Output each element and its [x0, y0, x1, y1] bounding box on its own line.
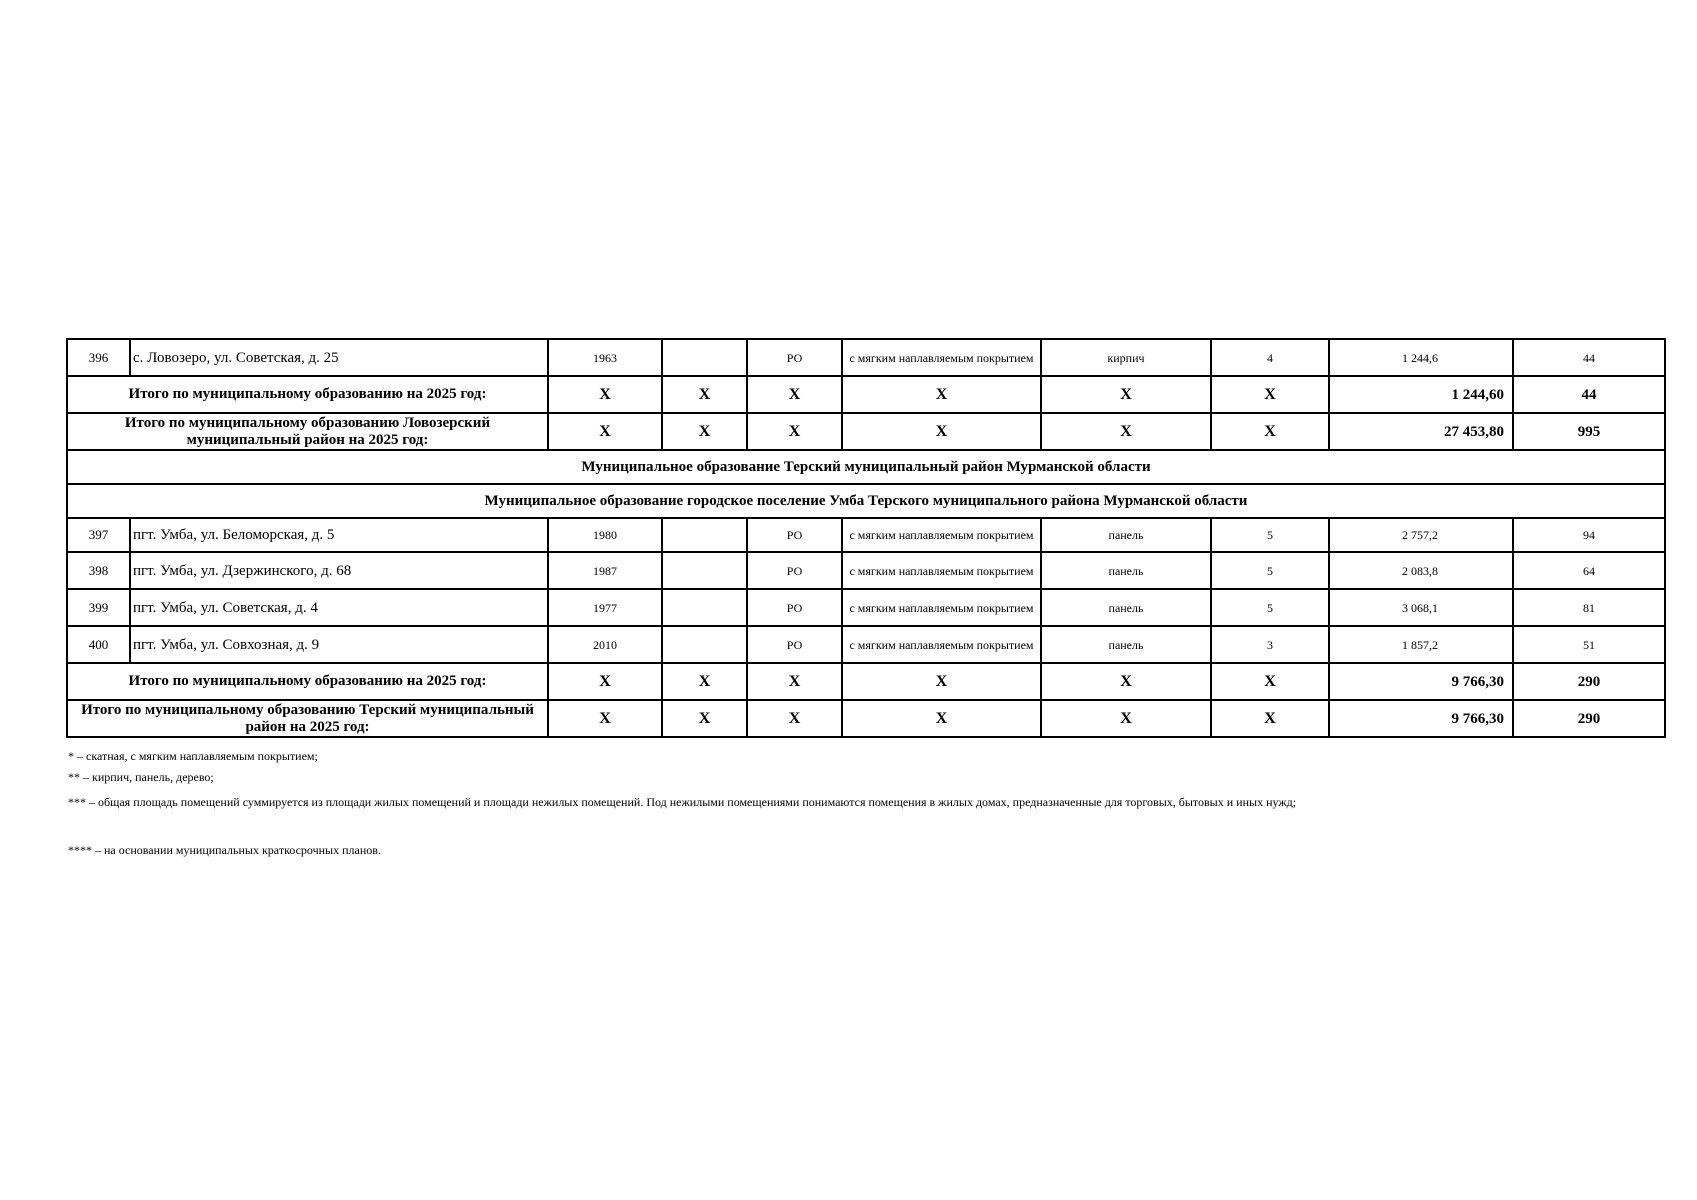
row-year: 1963	[548, 339, 662, 376]
row-address: пгт. Умба, ул. Беломорская, д. 5	[130, 518, 548, 552]
row-material: кирпич	[1041, 339, 1211, 376]
row-area: 2 757,2	[1329, 518, 1513, 552]
total-label: Итого по муниципальному образованию Ловозерский муниципальный район на 2025 год:	[67, 413, 548, 450]
row-repair-type: РО	[747, 626, 842, 663]
section-heading: Муниципальное образование городское поселение Умба Терского муниципального района Мурманской области	[67, 484, 1665, 518]
row-number: 397	[67, 518, 130, 552]
x-mark: X	[1041, 413, 1211, 450]
row-material: панель	[1041, 626, 1211, 663]
row-repair-type: РО	[747, 339, 842, 376]
row-roof: с мягким наплавляемым покрытием	[842, 626, 1041, 663]
row-number: 400	[67, 626, 130, 663]
x-mark: X	[662, 413, 747, 450]
total-residents: 290	[1513, 700, 1665, 737]
section-row	[67, 450, 1665, 484]
row-floors: 3	[1211, 626, 1329, 663]
row-residents: 81	[1513, 589, 1665, 626]
total-area: 9 766,30	[1329, 700, 1513, 737]
footnote: * – скатная, с мягким наплавляемым покрытием;	[68, 749, 318, 763]
row-area: 1 244,6	[1329, 339, 1513, 376]
total-area: 27 453,80	[1329, 413, 1513, 450]
row-material: панель	[1041, 518, 1211, 552]
row-floors: 4	[1211, 339, 1329, 376]
row-number: 396	[67, 339, 130, 376]
x-mark: X	[1211, 413, 1329, 450]
row-empty-cell	[662, 626, 747, 663]
row-year: 2010	[548, 626, 662, 663]
row-empty-cell	[662, 552, 747, 589]
row-material: панель	[1041, 552, 1211, 589]
row-address: пгт. Умба, ул. Совхозная, д. 9	[130, 626, 548, 663]
footnote: ** – кирпич, панель, дерево;	[68, 770, 214, 784]
row-roof: с мягким наплавляемым покрытием	[842, 589, 1041, 626]
row-number: 399	[67, 589, 130, 626]
row-repair-type: РО	[747, 589, 842, 626]
row-floors: 5	[1211, 518, 1329, 552]
x-mark: X	[662, 376, 747, 413]
total-label: Итого по муниципальному образованию Терский муниципальный район на 2025 год:	[67, 700, 548, 737]
row-roof: с мягким наплавляемым покрытием	[842, 518, 1041, 552]
footnote: *** – общая площадь помещений суммируется из площади жилых помещений и площади нежилых помещений. Под нежилыми помещениями понимаются помещения в жилых домах, предназначенные для торговых, бытовых и иных нужд;	[68, 795, 1297, 809]
row-year: 1987	[548, 552, 662, 589]
x-mark: X	[548, 663, 662, 700]
houses-table	[66, 338, 1666, 738]
x-mark: X	[1041, 663, 1211, 700]
total-row	[67, 663, 1665, 700]
footnote: **** – на основании муниципальных краткосрочных планов.	[68, 843, 381, 857]
row-repair-type: РО	[747, 552, 842, 589]
x-mark: X	[842, 376, 1041, 413]
row-area: 1 857,2	[1329, 626, 1513, 663]
row-residents: 94	[1513, 518, 1665, 552]
x-mark: X	[842, 663, 1041, 700]
total-row	[67, 413, 1665, 450]
total-residents: 290	[1513, 663, 1665, 700]
x-mark: X	[662, 663, 747, 700]
row-residents: 64	[1513, 552, 1665, 589]
row-number: 398	[67, 552, 130, 589]
row-floors: 5	[1211, 552, 1329, 589]
x-mark: X	[548, 700, 662, 737]
row-roof: с мягким наплавляемым покрытием	[842, 339, 1041, 376]
x-mark: X	[747, 663, 842, 700]
row-empty-cell	[662, 518, 747, 552]
table-row	[67, 518, 1665, 552]
table-row	[67, 589, 1665, 626]
row-address: пгт. Умба, ул. Советская, д. 4	[130, 589, 548, 626]
table-row	[67, 626, 1665, 663]
x-mark: X	[662, 700, 747, 737]
section-heading: Муниципальное образование Терский муниципальный район Мурманской области	[67, 450, 1665, 484]
row-repair-type: РО	[747, 518, 842, 552]
row-residents: 44	[1513, 339, 1665, 376]
x-mark: X	[842, 413, 1041, 450]
total-row	[67, 376, 1665, 413]
x-mark: X	[548, 413, 662, 450]
row-empty-cell	[662, 339, 747, 376]
row-year: 1980	[548, 518, 662, 552]
total-residents: 44	[1513, 376, 1665, 413]
total-label: Итого по муниципальному образованию на 2025 год:	[67, 663, 548, 700]
row-residents: 51	[1513, 626, 1665, 663]
x-mark: X	[548, 376, 662, 413]
x-mark: X	[1211, 700, 1329, 737]
total-area: 9 766,30	[1329, 663, 1513, 700]
x-mark: X	[747, 413, 842, 450]
total-residents: 995	[1513, 413, 1665, 450]
row-roof: с мягким наплавляемым покрытием	[842, 552, 1041, 589]
row-year: 1977	[548, 589, 662, 626]
row-empty-cell	[662, 589, 747, 626]
row-material: панель	[1041, 589, 1211, 626]
x-mark: X	[842, 700, 1041, 737]
total-area: 1 244,60	[1329, 376, 1513, 413]
table-row	[67, 339, 1665, 376]
x-mark: X	[747, 376, 842, 413]
x-mark: X	[1211, 376, 1329, 413]
row-area: 3 068,1	[1329, 589, 1513, 626]
x-mark: X	[1041, 700, 1211, 737]
row-floors: 5	[1211, 589, 1329, 626]
x-mark: X	[747, 700, 842, 737]
x-mark: X	[1211, 663, 1329, 700]
section-row	[67, 484, 1665, 518]
total-label: Итого по муниципальному образованию на 2025 год:	[67, 376, 548, 413]
total-row	[67, 700, 1665, 737]
row-address: пгт. Умба, ул. Дзержинского, д. 68	[130, 552, 548, 589]
row-area: 2 083,8	[1329, 552, 1513, 589]
table-row	[67, 552, 1665, 589]
x-mark: X	[1041, 376, 1211, 413]
row-address: с. Ловозеро, ул. Советская, д. 25	[130, 339, 548, 376]
